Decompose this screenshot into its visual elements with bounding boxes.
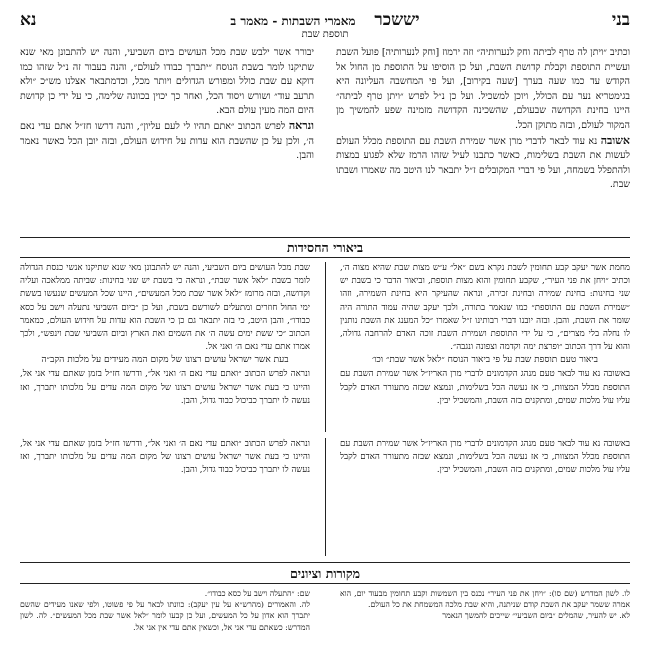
section-divider bbox=[20, 583, 630, 584]
main-right-paragraph-2 bbox=[336, 134, 630, 193]
main-left-paragraph-2-text: לפרש הכתוב ״אתם תהיו לי לעם עליון״, והנה דרשו חז״ל אתם עדי נאם ה׳, ולכן על כן שהשבת הוא עדות על חידוש העולם, ובזה יובן הכל כאשר נאמר והבן. bbox=[20, 120, 314, 162]
header-chapter: מאמרי השבתות - מאמר ב bbox=[230, 14, 356, 28]
section-divider bbox=[20, 562, 630, 563]
explanations-left-subhead: בעת אשר ישראל עושים רצונו של מקום המה מעידים על מלכות הקב״ה bbox=[41, 355, 289, 366]
explanations-left-paragraph: שבת מכל העושים ביום השביעי, והנה יש להתבונן מאי שנא שתיקנו אנשי כנסת הגדולה לומר בשבת ״לאל אשר שבת״, ונראה כי בשבת יש שני בחינות: שביתה ממלאכה ועליה וקדושה, ובזה מרומז ״לאל אשר שבת מכל המעשים״, היינו שכל המעשים שנעשו בששת ימי החול חוזרים ומתעלים לשורשם בשבת, ועל כן ״ביום השביעי נתעלה וישב על כסא כבודו״, והבן היטב, כי בזה יתבאר גם כן כי השבת הוא עדות על חידוש העולם, כמאמר הכתוב ״כי ששת ימים עשה ה׳ את השמים ואת הארץ וביום השביעי שבת וינפש״, ולכך אמרו אתם עדי נאם ה׳ ואני אל. bbox=[20, 263, 310, 353]
explanations-right-column bbox=[340, 262, 630, 434]
sources-right-column bbox=[340, 588, 630, 646]
header-book-title: יששכר bbox=[374, 10, 420, 30]
sources-left-column bbox=[20, 588, 310, 646]
section-title-sources: מקורות וציונים bbox=[290, 566, 360, 581]
explanations-continued-right-paragraph: באשובה נא עוד לבאר טעם מנהג הקדמונים לדברי מרן האריז״ל אשר שמירת השבת עם התוספת מכלל המצוות, כי אז נעשה הכל בשלימות, ונמצא שבזה מתעורר האדם לקבל עליו עול מלכות שמים, ומתקנים בזה השבת, והמשכיל יבין. bbox=[340, 439, 630, 476]
paragraph-lead-word: ונראה bbox=[288, 118, 314, 132]
explanations-continued-right bbox=[340, 438, 630, 558]
section-title-explanations: ביאורי החסידות bbox=[286, 240, 364, 255]
section-divider bbox=[20, 257, 630, 258]
column-divider bbox=[325, 438, 326, 556]
main-text-left-column bbox=[20, 46, 314, 232]
main-text-right-column bbox=[336, 46, 630, 232]
explanations-right-subhead: ביאור טעם תוספת שבת על פי ביאור הנוסח ״לאל אשר שבת״ וכו׳ bbox=[372, 355, 598, 366]
sources-left-paragraph: שם: ״התעלה וישב על כסא כבודו״. bbox=[204, 589, 310, 598]
sources-right-paragraph: לו. לשון המדרש (שם סו): ״ויחן את פני העיר״ נכנס בין השמשות וקבע תחומין מבעוד יום, הוא אמרה ששמר יעקב את השבת קודם שניתנה, והיא שבת מלכה המשמחת את כל העולם. bbox=[340, 589, 630, 610]
sources-left-paragraph-2: לה. והאמורים (מהרש״א על עין יעקב): כוונתו לבאר על פי פשוטו, ולפי שאנו מעידים שהשם יתברך הוא אדון על כל המעשים, ועל כן קבעו לומר ״לאל אשר שבת מכל המעשים״. לה. לשון המדרש: כשאתם עדי אני אל, וכשאין אתם עדי אין אני אל. bbox=[20, 600, 310, 632]
column-divider bbox=[325, 262, 326, 432]
header-subtitle: תוספת שבת bbox=[301, 29, 349, 40]
explanations-continued-left-paragraph: ונראה לפרש הכתוב ״ואתם עדי נאם ה׳ ואני אל״, ודרשו חז״ל בזמן שאתם עדי אני אל, והיינו כי בעת אשר ישראל עושים רצונו של מקום המה עדים על מלכותו יתברך, ואז נעשה לו יתברך כביכול כבוד גדול, והבן. bbox=[20, 439, 310, 476]
main-left-paragraph-2 bbox=[20, 119, 314, 164]
explanations-right-paragraph-2: באשובה נא עוד לבאר טעם מנהג הקדמונים לדברי מרן האריז״ל אשר שמירת השבת עם התוספת מכלל המצוות, כי אז נעשה הכל בשלימות, ונמצא שבזה מתעורר האדם לקבל עליו עול מלכות שמים, ומתקנים בזה השבת, והמשכיל יבין. bbox=[340, 369, 630, 406]
header-book-name-right: בני bbox=[611, 10, 630, 30]
main-left-paragraph: יבורר אשר ילבש שבת מכל העושים ביום השביעי, והנה יש להתבונן מאי שנא שתיקנו לומר בשבת הנוסח ״יתברך כבודו לעולם״, והנה בעבור זה נ״ל שזהו כמו דוקא עם שבת כולל ומפורש הגדולים ויותר מכל, וכדמתבאר אצלנו מש״כ ״ולא תרעב עוד״ ושורש ויסוד הכל, ואחר כך יכוין בכוונה שלימה, כי על ידי כן קדושת היום המה מעין עולם הבא. bbox=[20, 47, 314, 117]
explanations-continued-left bbox=[20, 438, 310, 558]
sources-right-paragraph-2: לא. יש להעיר, שהמלים ״ביום השביעי״ שייכים להמשך הנאמר bbox=[442, 611, 630, 621]
main-right-paragraph-2-text: נא עוד לבאר לדברי מרן אשר שמירת השבת עם התוספת מכלל העולם לעשות את השבת בשלימות, כאשר כתבנו לעיל שזהו הרמז שלא לפגוע במצות ולהתפלל בשמחה, ועל פי דברי המקובלים ז״ל יתבאר לנו היטב מה שאמרו ושבתו שבת. bbox=[336, 135, 630, 191]
explanations-left-column bbox=[20, 262, 310, 434]
main-right-paragraph: וכתיב ״ויתן לה טרף לביתה וחק לנערותיה״ וזה ירמוז [וחק לנערותיה] פועל השבת ועשיית התוספת וקבלת קדושת השבת, ועל כן הוסיפו על התוספת מן החול אל הקודש עד כמו שעה בערך [שעה בקירוב], ועל פי המחשבה העליונה היא בגימטריא נער עם הכולל, ויוכן למשכיל. ועל כן נ״ל לפרש ״ויתן טרף לביתה״ היינו בחינת הקדושה שבעולם, שהשכינה הקדושה מזמינה שפע להמשיך מן המקור לעולם, ובזה מתוקן הכל. bbox=[336, 47, 630, 131]
explanations-right-paragraph: מחמת אשר יעקב קבע תחומין לשבת נקרא בשם ״אל״ ע״ש מצות שבת שהיא מצוה ה׳, וכתיב ״ויחן את פני העיר״, שקבע תחומין והוא מצות תוספת, וביאור הדבר כי בשבת יש שני בחינות: בחינת שמירה ובחינת זכירה, ונראה שהעיקר היא בחינת השמירה, וזהו ״שמירת השבת עם התוספת״ כמו שנאמר בתורה, ולכך יעקב שהיה עמוד התורה היה שומר את השבת, והבן. ובזה יובנו דברי רבותינו ז״ל שאמרו ״כל המענג את השבת נותנין לו נחלה בלי מצרים״, כי על ידי התוספת ושמירת השבת זוכה האדם להרחבה גדולה, והוא על דרך הכתוב ״ופרצת ימה וקדמה וצפונה ונגבה״. bbox=[340, 263, 630, 353]
explanations-left-paragraph-2: ונראה לפרש הכתוב ״ואתם עדי נאם ה׳ ואני אל״, ודרשו חז״ל בזמן שאתם עדי אני אל, והיינו כי בעת אשר ישראל עושים רצונו של מקום המה עדים על מלכותו יתברך, ואז נעשה לו יתברך כביכול כבוד גדול, והבן. bbox=[20, 369, 310, 406]
paragraph-lead-word: אשובה bbox=[600, 133, 630, 147]
page-number: נא bbox=[20, 10, 37, 30]
header-section-title bbox=[20, 10, 630, 30]
section-divider bbox=[20, 237, 630, 238]
